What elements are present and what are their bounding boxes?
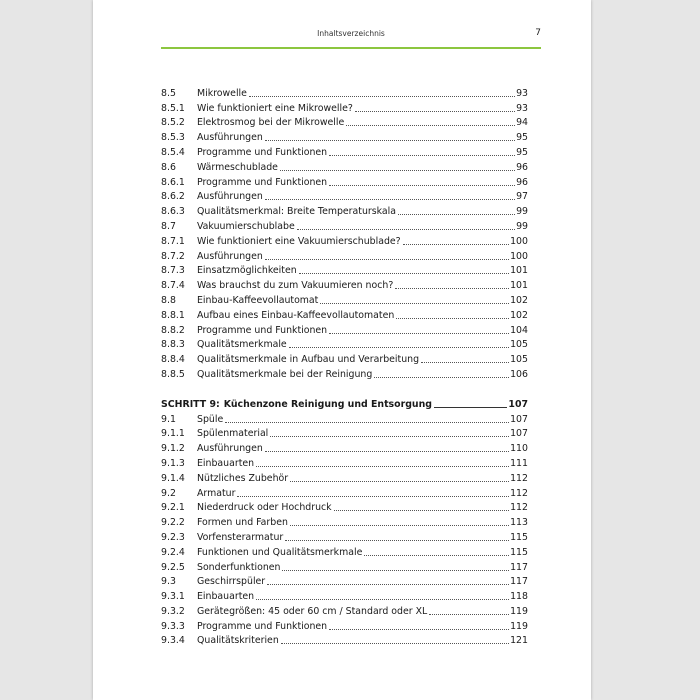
toc-entry-number: 8.6 (161, 161, 176, 173)
toc-entry-number: 9.1 (161, 413, 176, 425)
toc-entry-page: 93 (516, 102, 528, 114)
toc-leader (249, 96, 515, 97)
toc-leader (290, 525, 509, 526)
toc-entry-number: 9.3.2 (161, 605, 185, 617)
toc-entry-number: 9.1.3 (161, 457, 185, 469)
toc-entry[interactable] (161, 276, 528, 291)
toc-entry-page: 115 (510, 531, 528, 543)
toc-entry-page: 119 (510, 620, 528, 632)
toc-entry-title: Vakuumierschublabe (197, 220, 295, 232)
toc-entry[interactable] (161, 262, 528, 277)
toc-entry-number: 9.3.4 (161, 635, 185, 647)
toc-leader (396, 318, 509, 319)
toc-entry-page: 107 (510, 413, 528, 425)
toc-entry-title: Qualitätsmerkmale (197, 339, 287, 351)
toc-entry-title: Einbauarten (197, 591, 255, 603)
toc-leader (334, 510, 509, 511)
toc-entry-page: 107 (510, 428, 528, 440)
toc-entry[interactable] (161, 188, 528, 203)
toc-leader (329, 185, 515, 186)
toc-leader (265, 199, 515, 200)
toc-entry[interactable] (161, 84, 528, 99)
toc-entry[interactable] (161, 587, 528, 602)
toc-entry-number: 8.8 (161, 294, 176, 306)
toc-entry-number: 9.2.4 (161, 546, 185, 558)
toc-entry[interactable] (161, 321, 528, 336)
toc-entry-page: 112 (510, 487, 528, 499)
toc-entry-title: Ausführungen (197, 191, 263, 203)
toc-leader (265, 259, 509, 260)
toc-entry-number: 9.2.5 (161, 561, 185, 573)
toc-entry[interactable] (161, 558, 528, 573)
toc-group-8 (161, 84, 528, 380)
toc-entry-title: Qualitätsmerkmale in Aufbau und Verarbeitung (197, 354, 420, 366)
toc-leader (256, 466, 509, 467)
toc-leader (355, 111, 515, 112)
toc-entry-title: Qualitätsmerkmale bei der Reinigung (197, 368, 373, 380)
document-page (93, 0, 591, 700)
toc-leader (256, 599, 509, 600)
toc-entry-page: 95 (516, 132, 528, 144)
toc-entry-number: 8.5.3 (161, 132, 185, 144)
toc-leader (429, 614, 509, 615)
toc-entry-title: Vorfensterarmatur (197, 531, 284, 543)
toc-entry[interactable] (161, 632, 528, 647)
toc-entry[interactable] (161, 439, 528, 454)
toc-entry-title: Sonderfunktionen (197, 561, 281, 573)
toc-entry-title: Qualitätskriterien (197, 635, 279, 647)
toc-entry-title: Gerätegrößen: 45 oder 60 cm / Standard oder XL (197, 605, 428, 617)
toc-chapter-heading[interactable] (161, 395, 528, 410)
toc-entry-number: 9.1.4 (161, 472, 185, 484)
toc-entry-page: 115 (510, 546, 528, 558)
toc-leader (289, 347, 509, 348)
toc-entry-number: 8.5.1 (161, 102, 185, 114)
toc-entry-number: 9.3 (161, 576, 176, 588)
toc-entry-title: Was brauchst du zum Vakuumieren noch? (197, 280, 394, 292)
toc-entry-page: 96 (516, 176, 528, 188)
toc-entry-number: 8.5.4 (161, 146, 185, 158)
toc-entry-title: Ausführungen (197, 250, 263, 262)
toc-entry-page: 112 (510, 472, 528, 484)
toc-chapter-page: 107 (508, 398, 528, 410)
toc-entry-number: 8.7.2 (161, 250, 185, 262)
toc-entry-title: Einbauarten (197, 457, 255, 469)
toc-leader (290, 481, 509, 482)
toc-entry[interactable] (161, 410, 528, 425)
toc-entry[interactable] (161, 158, 528, 173)
toc-entry-title: Ausführungen (197, 443, 263, 455)
toc-entry-number: 8.5 (161, 87, 176, 99)
toc-entry-title: Programme und Funktionen (197, 620, 328, 632)
toc-entry-number: 8.7.3 (161, 265, 185, 277)
toc-entry[interactable] (161, 306, 528, 321)
toc-entry-page: 100 (510, 235, 528, 247)
toc-entry[interactable] (161, 617, 528, 632)
toc-entry-page: 121 (510, 635, 528, 647)
toc-entry-page: 102 (510, 294, 528, 306)
toc-entry[interactable] (161, 528, 528, 543)
toc-entry-title: Spüle (197, 413, 224, 425)
toc-entry[interactable] (161, 217, 528, 232)
toc-entry-title: Formen und Farben (197, 517, 288, 529)
toc-chapter-number: SCHRITT 9: (161, 398, 220, 410)
toc-entry-title: Mikrowelle (197, 87, 247, 99)
toc-entry-page: 118 (510, 591, 528, 603)
toc-group-9 (161, 410, 528, 647)
toc-entry-page: 99 (516, 220, 528, 232)
toc-entry-number: 8.6.1 (161, 176, 185, 188)
toc-leader (434, 407, 507, 408)
toc-entry[interactable] (161, 602, 528, 617)
toc-entry-number: 9.1.1 (161, 428, 185, 440)
toc-entry-page: 110 (510, 443, 528, 455)
toc-leader (329, 629, 509, 630)
toc-entry-number: 9.3.1 (161, 591, 185, 603)
page-header (161, 29, 541, 49)
toc-entry-page: 113 (510, 517, 528, 529)
toc-entry[interactable] (161, 543, 528, 558)
toc-entry-number: 8.6.3 (161, 206, 185, 218)
toc-entry-number: 8.8.1 (161, 309, 185, 321)
toc-entry-number: 8.6.2 (161, 191, 185, 203)
toc-entry[interactable] (161, 336, 528, 351)
toc-entry-page: 119 (510, 605, 528, 617)
toc-entry-title: Ausführungen (197, 132, 263, 144)
toc-entry[interactable] (161, 247, 528, 262)
toc-leader (282, 570, 509, 571)
toc-leader (346, 125, 515, 126)
toc-entry[interactable] (161, 173, 528, 188)
toc-entry-title: Einbau-Kaffeevollautomat (197, 294, 319, 306)
toc-leader (285, 540, 509, 541)
toc-entry-page: 111 (510, 457, 528, 469)
toc-entry-title: Niederdruck oder Hochdruck (197, 502, 332, 514)
toc-leader (265, 451, 509, 452)
toc-entry-page: 97 (516, 191, 528, 203)
toc-leader (398, 214, 515, 215)
toc-entry[interactable] (161, 425, 528, 440)
toc-entry[interactable] (161, 202, 528, 217)
toc-entry-title: Programme und Funktionen (197, 324, 328, 336)
toc-entry-number: 8.8.4 (161, 354, 185, 366)
toc-entry-title: Programme und Funktionen (197, 146, 328, 158)
toc-entry-page: 93 (516, 87, 528, 99)
toc-entry-number: 8.5.2 (161, 117, 185, 129)
toc-entry-page: 101 (510, 280, 528, 292)
toc-leader (364, 555, 509, 556)
toc-entry[interactable] (161, 469, 528, 484)
toc-entry[interactable] (161, 350, 528, 365)
toc-leader (403, 244, 509, 245)
toc-entry[interactable] (161, 454, 528, 469)
toc-entry-number: 8.8.2 (161, 324, 185, 336)
toc-chapter-title: Küchenzone Reinigung und Entsorgung (223, 398, 432, 410)
toc-entry-number: 8.7.4 (161, 280, 185, 292)
toc-entry-title: Funktionen und Qualitätsmerkmale (197, 546, 363, 558)
toc-entry[interactable] (161, 499, 528, 514)
toc-entry-title: Wie funktioniert eine Mikrowelle? (197, 102, 353, 114)
toc-entry-page: 99 (516, 206, 528, 218)
toc-entry-page: 94 (516, 117, 528, 129)
toc-leader (225, 422, 509, 423)
toc-entry-page: 101 (510, 265, 528, 277)
toc-entry-number: 9.2 (161, 487, 176, 499)
toc-entry[interactable] (161, 365, 528, 380)
toc-leader (297, 229, 515, 230)
toc-entry[interactable] (161, 484, 528, 499)
toc-entry-page: 95 (516, 146, 528, 158)
toc-entry-page: 104 (510, 324, 528, 336)
toc-entry-page: 100 (510, 250, 528, 262)
toc-entry-page: 117 (510, 561, 528, 573)
header-title: Inhaltsverzeichnis (317, 29, 385, 38)
toc-entry-title: Armatur (197, 487, 236, 499)
toc-entry-page: 105 (510, 339, 528, 351)
toc-spacer (161, 380, 528, 395)
toc-entry-number: 8.8.5 (161, 368, 185, 380)
toc-entry-title: Programme und Funktionen (197, 176, 328, 188)
toc-entry[interactable] (161, 232, 528, 247)
toc-entry-title: Geschirrspüler (197, 576, 266, 588)
toc-entry-title: Wie funktioniert eine Vakuumierschublade? (197, 235, 401, 247)
header-page-number: 7 (535, 28, 541, 38)
toc-leader (395, 288, 509, 289)
toc-entry-title: Aufbau eines Einbau-Kaffeevollautomaten (197, 309, 395, 321)
toc-leader (320, 303, 509, 304)
toc-entry[interactable] (161, 143, 528, 158)
toc-leader (299, 273, 509, 274)
table-of-contents (161, 84, 528, 646)
toc-entry-number: 8.7.1 (161, 235, 185, 247)
toc-entry-page: 102 (510, 309, 528, 321)
toc-entry-number: 9.3.3 (161, 620, 185, 632)
toc-entry[interactable] (161, 114, 528, 129)
toc-entry[interactable] (161, 99, 528, 114)
toc-entry-number: 8.8.3 (161, 339, 185, 351)
toc-leader (421, 362, 509, 363)
toc-entry-title: Qualitätsmerkmal: Breite Temperaturskala (197, 206, 397, 218)
toc-entry-number: 8.7 (161, 220, 176, 232)
toc-entry-page: 106 (510, 368, 528, 380)
toc-entry-number: 9.2.1 (161, 502, 185, 514)
toc-entry-title: Elektrosmog bei der Mikrowelle (197, 117, 345, 129)
toc-entry-page: 105 (510, 354, 528, 366)
toc-leader (267, 584, 509, 585)
toc-entry-number: 9.1.2 (161, 443, 185, 455)
toc-entry-title: Einsatzmöglichkeiten (197, 265, 297, 277)
toc-entry-title: Spülenmaterial (197, 428, 269, 440)
toc-entry[interactable] (161, 128, 528, 143)
toc-leader (374, 377, 509, 378)
toc-entry-page: 96 (516, 161, 528, 173)
toc-leader (329, 155, 515, 156)
toc-leader (265, 140, 515, 141)
toc-entry-title: Wärmeschublade (197, 161, 278, 173)
toc-leader (270, 436, 509, 437)
toc-entry-page: 117 (510, 576, 528, 588)
toc-entry-number: 9.2.3 (161, 531, 185, 543)
toc-leader (280, 170, 515, 171)
toc-leader (281, 643, 509, 644)
toc-leader (237, 496, 509, 497)
toc-entry[interactable] (161, 291, 528, 306)
toc-leader (329, 333, 509, 334)
toc-entry-page: 112 (510, 502, 528, 514)
toc-entry-title: Nützliches Zubehör (197, 472, 289, 484)
toc-entry[interactable] (161, 513, 528, 528)
toc-entry[interactable] (161, 573, 528, 588)
toc-entry-number: 9.2.2 (161, 517, 185, 529)
